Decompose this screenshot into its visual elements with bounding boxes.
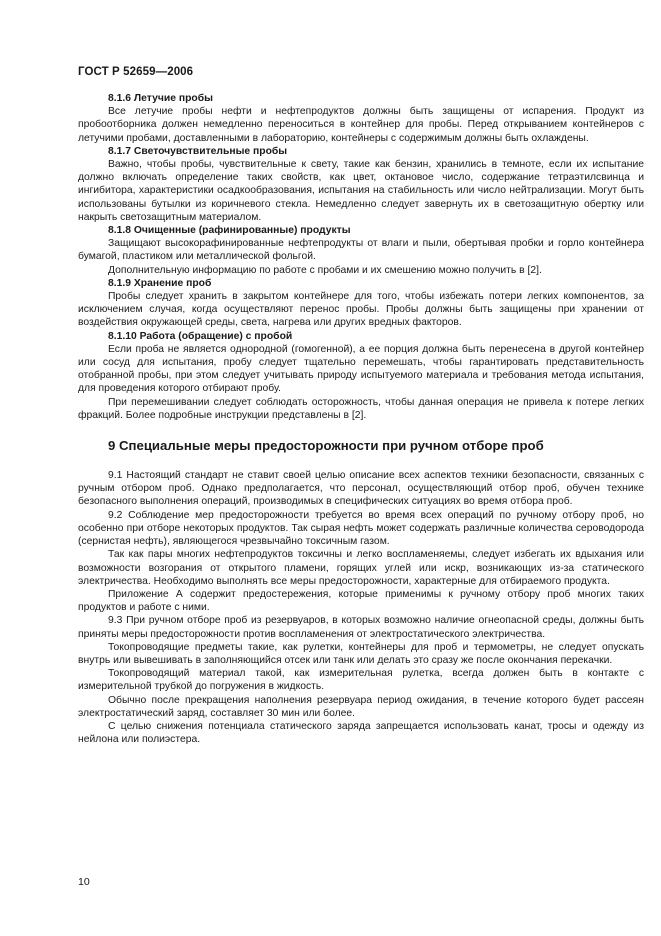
paragraph: Если проба не является однородной (гомогенной), а ее порция должна быть перенесена в другой контейнер или сосуд для испытания, пробу следует тщательно перемешать, чтобы гарантировать представительность отобранной пробы, при этом следует учитывать природу испытуемого материала и требования метода испытания, для проведения которого отбирают пробу.	[78, 343, 644, 395]
paragraph: Токопроводящие предметы такие, как рулетки, контейнеры для проб и термометры, не следует опускать внутрь или вывешивать в заполняющийся отсек или танк или делать это сразу же после окончания перекачки.	[78, 641, 644, 666]
paragraph: Так как пары многих нефтепродуктов токсичны и легко воспламеняемы, следует избегать их вдыхания или возможности возгорания от открытого пламени, горящих углей или искр, возникающих из-за статического электричества. Необходимо выполнять все меры предосторожности, характерные для отбираемого продукта.	[78, 549, 644, 587]
paragraph: Все летучие пробы нефти и нефтепродуктов должны быть защищены от испарения. Продукт из пробоотборника должен немедленно переноситься в контейнер для пробы. Перед открыванием контейнеров с летучими пробами, доставленными в лабораторию, контейнеры с содержимым должны быть охлаждены.	[78, 106, 644, 144]
paragraph: 9.3 При ручном отборе проб из резервуаров, в которых возможно наличие огнеопасной среды, должны быть приняты меры предосторожности против воспламенения от электростатического электричества.	[78, 615, 644, 640]
subsection-heading: 8.1.8 Очищенные (рафинированные) продукты	[108, 225, 351, 237]
paragraph: 9.1 Настоящий стандарт не ставит своей целью описание всех аспектов техники безопасности, связанных с ручным отбором проб. Однако предполагается, что персонал, осуществляющий отбор проб, обучен технике безопасного выполнения операций, производимых в специфических ситуациях во время отбора проб.	[78, 470, 644, 508]
subsection-heading: 8.1.7 Светочувствительные пробы	[108, 145, 288, 157]
paragraph: Пробы следует хранить в закрытом контейнере для того, чтобы избежать потери легких компонентов, за исключением случая, когда осуществляют перенос пробы. Пробы должны быть защищены при хранении от воздействия окружающей среды, света, нагрева или других вредных факторов.	[78, 291, 644, 329]
paragraph: 9.2 Соблюдение мер предосторожности требуется во время всех операций по ручному отбору проб, но особенно при отборе некоторых продуктов. Так сырая нефть может содержать различные количества сероводорода (сернистая нефть), являющегося чрезвычайно токсичным газом.	[78, 509, 644, 548]
document-header: ГОСТ Р 52659—2006	[78, 66, 194, 78]
paragraph: Дополнительную информацию по работе с пробами и их смешению можно получить в [2].	[108, 264, 542, 276]
paragraph: Токопроводящий материал такой, как измерительная рулетка, всегда должен быть в контакте с измерительной трубкой до погружения в жидкость.	[78, 668, 644, 693]
paragraph: С целью снижения потенциала статического заряда запрещается использовать канат, тросы и одежду из нейлона или полиэстера.	[78, 720, 644, 746]
paragraph: При перемешивании следует соблюдать осторожность, чтобы данная операция не привела к потере легких фракций. Более подробные инструкции представлены в [2].	[78, 396, 644, 421]
paragraph: Важно, чтобы пробы, чувствительные к свету, такие как бензин, хранились в темноте, если их испытание должно включать определение таких свойств, как цвет, октановое число, содержание тетраэтилсвинца и ингибитора, характеристики осадкообразования, испытания на стабильность или число нейтрализации. Могут быть использованы бутылки из коричневого стекла. Немедленно следует завернуть их в светозащитную обертку или накрыть светозащитным материалом.	[78, 159, 644, 223]
subsection-heading: 8.1.6 Летучие пробы	[108, 93, 213, 104]
page-number: 10	[78, 876, 90, 888]
paragraph: Приложение А содержит предостережения, которые применимы к ручному отбору проб многих таких продуктов и работе с ними.	[78, 588, 644, 614]
paragraph: Обычно после прекращения наполнения резервуара период ожидания, в течение которого будет рассеян электростатический заряд, составляет 30 мин или более.	[78, 694, 644, 719]
document-body	[78, 92, 644, 746]
paragraph: Защищают высокорафинированные нефтепродукты от влаги и пыли, обертывая пробки и горло контейнера бумагой, пластиком или металлической фольгой.	[78, 238, 644, 263]
section-heading: 9 Специальные меры предосторожности при ручном отборе проб	[108, 438, 544, 454]
subsection-heading: 8.1.10 Работа (обращение) с пробой	[108, 330, 293, 342]
subsection-heading: 8.1.9 Хранение проб	[108, 277, 212, 289]
